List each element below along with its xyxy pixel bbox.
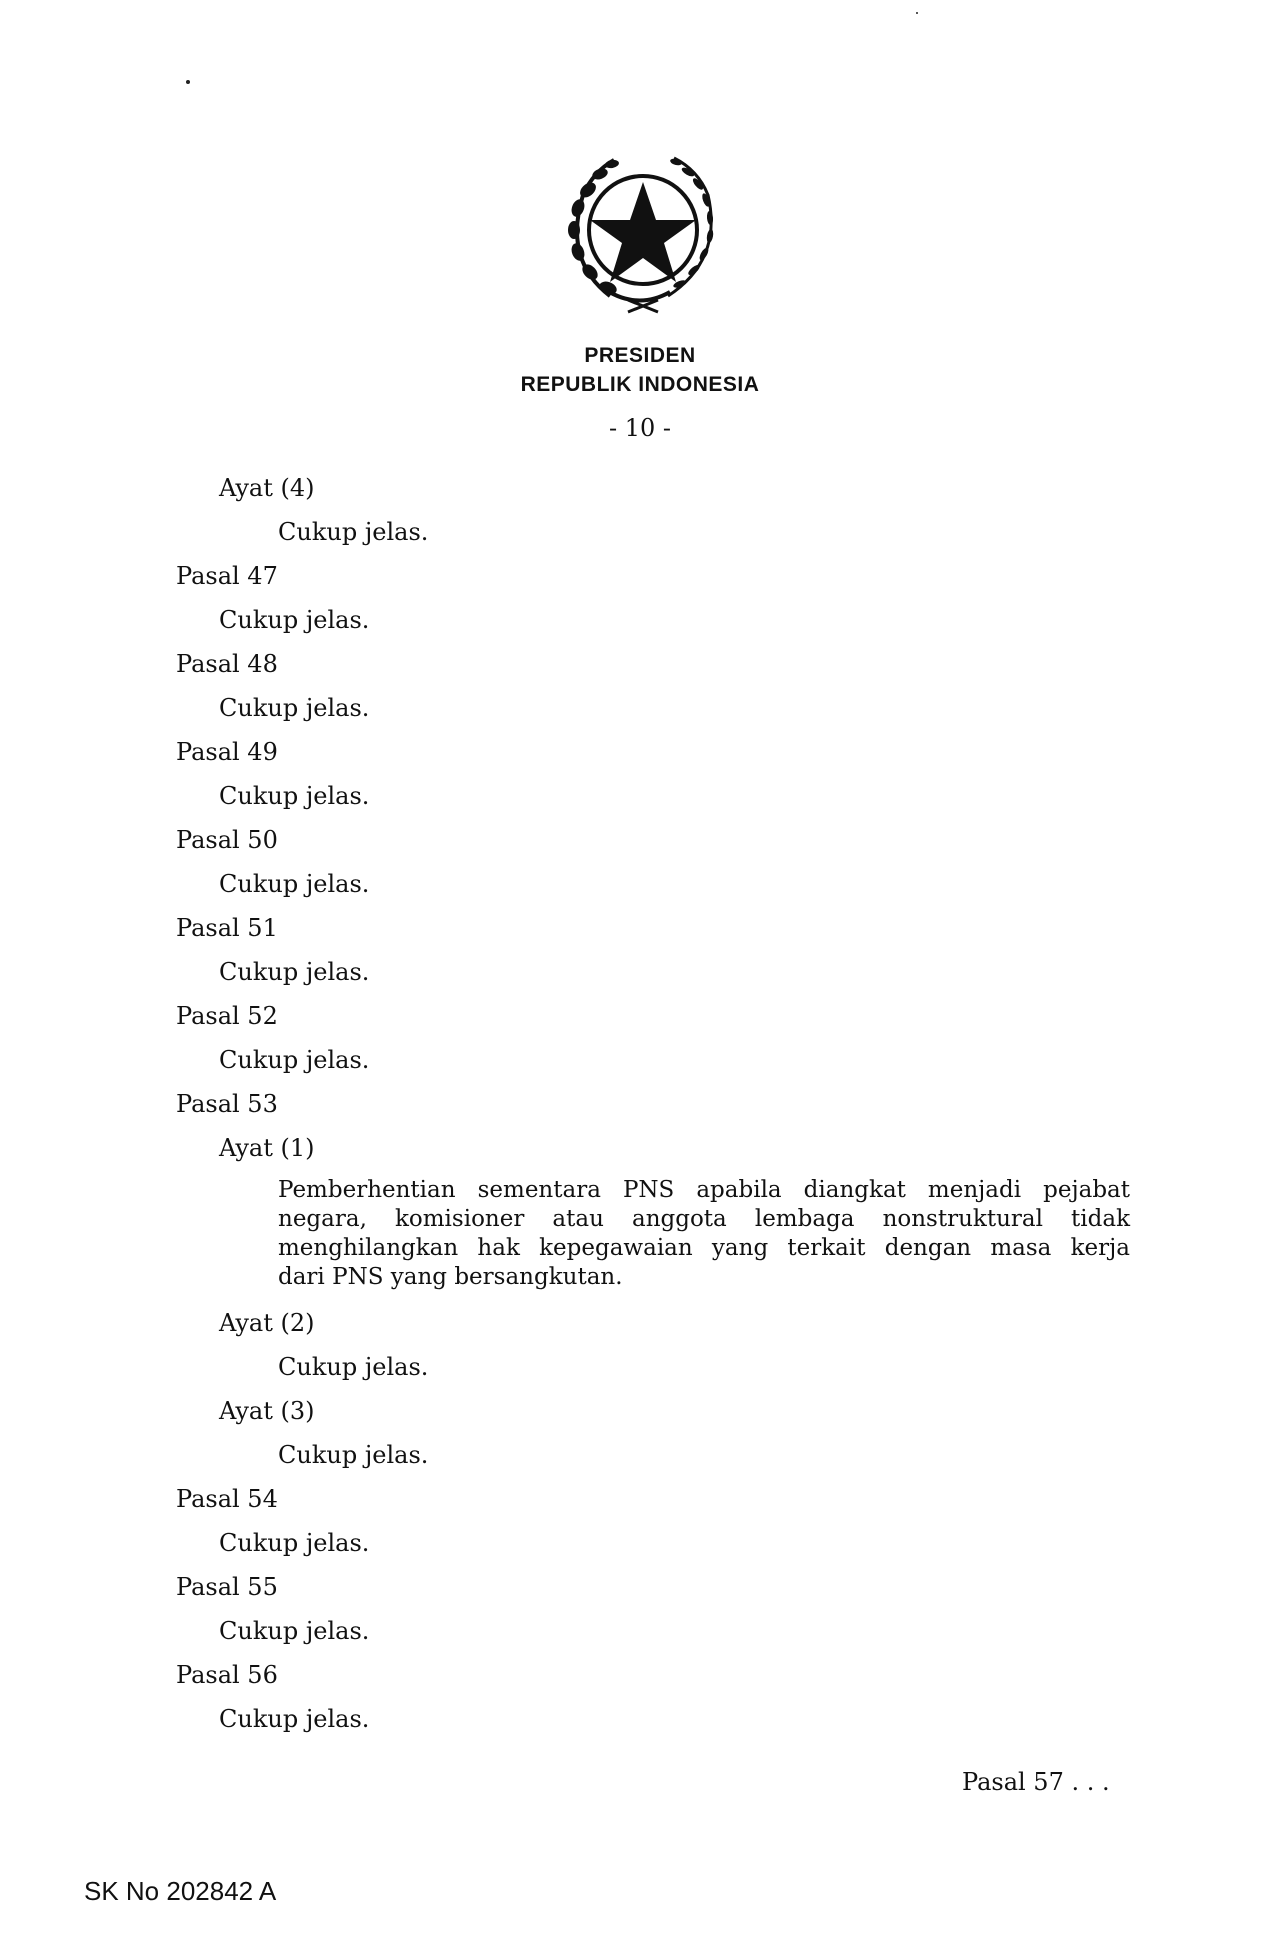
explanation-text: Cukup jelas.: [219, 1617, 370, 1645]
scan-speck: [186, 80, 190, 84]
explanation-text: Cukup jelas.: [219, 870, 370, 898]
explanation-text: Cukup jelas.: [278, 518, 429, 546]
pasal-heading: Pasal 48: [176, 650, 278, 678]
ayat-heading: Ayat (2): [219, 1309, 315, 1337]
paragraph-line: dari PNS yang bersangkutan.: [278, 1264, 623, 1290]
pasal-heading: Pasal 47: [176, 562, 278, 590]
explanation-text: Cukup jelas.: [219, 1705, 370, 1733]
scan-speck: [916, 12, 918, 14]
pasal-heading: Pasal 53: [176, 1090, 278, 1118]
pasal-heading: Pasal 51: [176, 914, 278, 942]
explanation-text: Cukup jelas.: [219, 606, 370, 634]
page-number: - 10 -: [608, 414, 671, 442]
explanation-text: Cukup jelas.: [219, 958, 370, 986]
explanation-text: Cukup jelas.: [219, 782, 370, 810]
paragraph-line: Pemberhentian sementara PNS apabila diangkat menjadi pejabat: [278, 1177, 1130, 1203]
explanation-text: Cukup jelas.: [219, 1046, 370, 1074]
pasal-heading: Pasal 49: [176, 738, 278, 766]
ayat-heading: Ayat (3): [219, 1397, 315, 1425]
institution-line-1: PRESIDEN: [584, 344, 696, 367]
explanation-text: Cukup jelas.: [219, 694, 370, 722]
pasal-heading: Pasal 56: [176, 1661, 278, 1689]
explanation-paragraph: [278, 1176, 1130, 1292]
institution-line-2: REPUBLIK INDONESIA: [520, 373, 760, 396]
pasal-heading: Pasal 54: [176, 1485, 278, 1513]
ayat-heading: Ayat (4): [219, 474, 315, 502]
document-code: SK No 202842 A: [84, 1876, 277, 1906]
explanation-text: Cukup jelas.: [219, 1529, 370, 1557]
pasal-heading: Pasal 55: [176, 1573, 278, 1601]
paragraph-line: menghilangkan hak kepegawaian yang terkait dengan masa kerja: [278, 1235, 1130, 1261]
paragraph-line: negara, komisioner atau anggota lembaga nonstruktural tidak: [278, 1206, 1130, 1232]
explanation-text: Cukup jelas.: [278, 1353, 429, 1381]
pasal-heading: Pasal 50: [176, 826, 278, 854]
pasal-heading: Pasal 52: [176, 1002, 278, 1030]
next-page-reference: Pasal 57 . . .: [962, 1768, 1110, 1796]
explanation-text: Cukup jelas.: [278, 1441, 429, 1469]
presidential-emblem-icon: [548, 150, 738, 320]
ayat-heading: Ayat (1): [219, 1134, 315, 1162]
